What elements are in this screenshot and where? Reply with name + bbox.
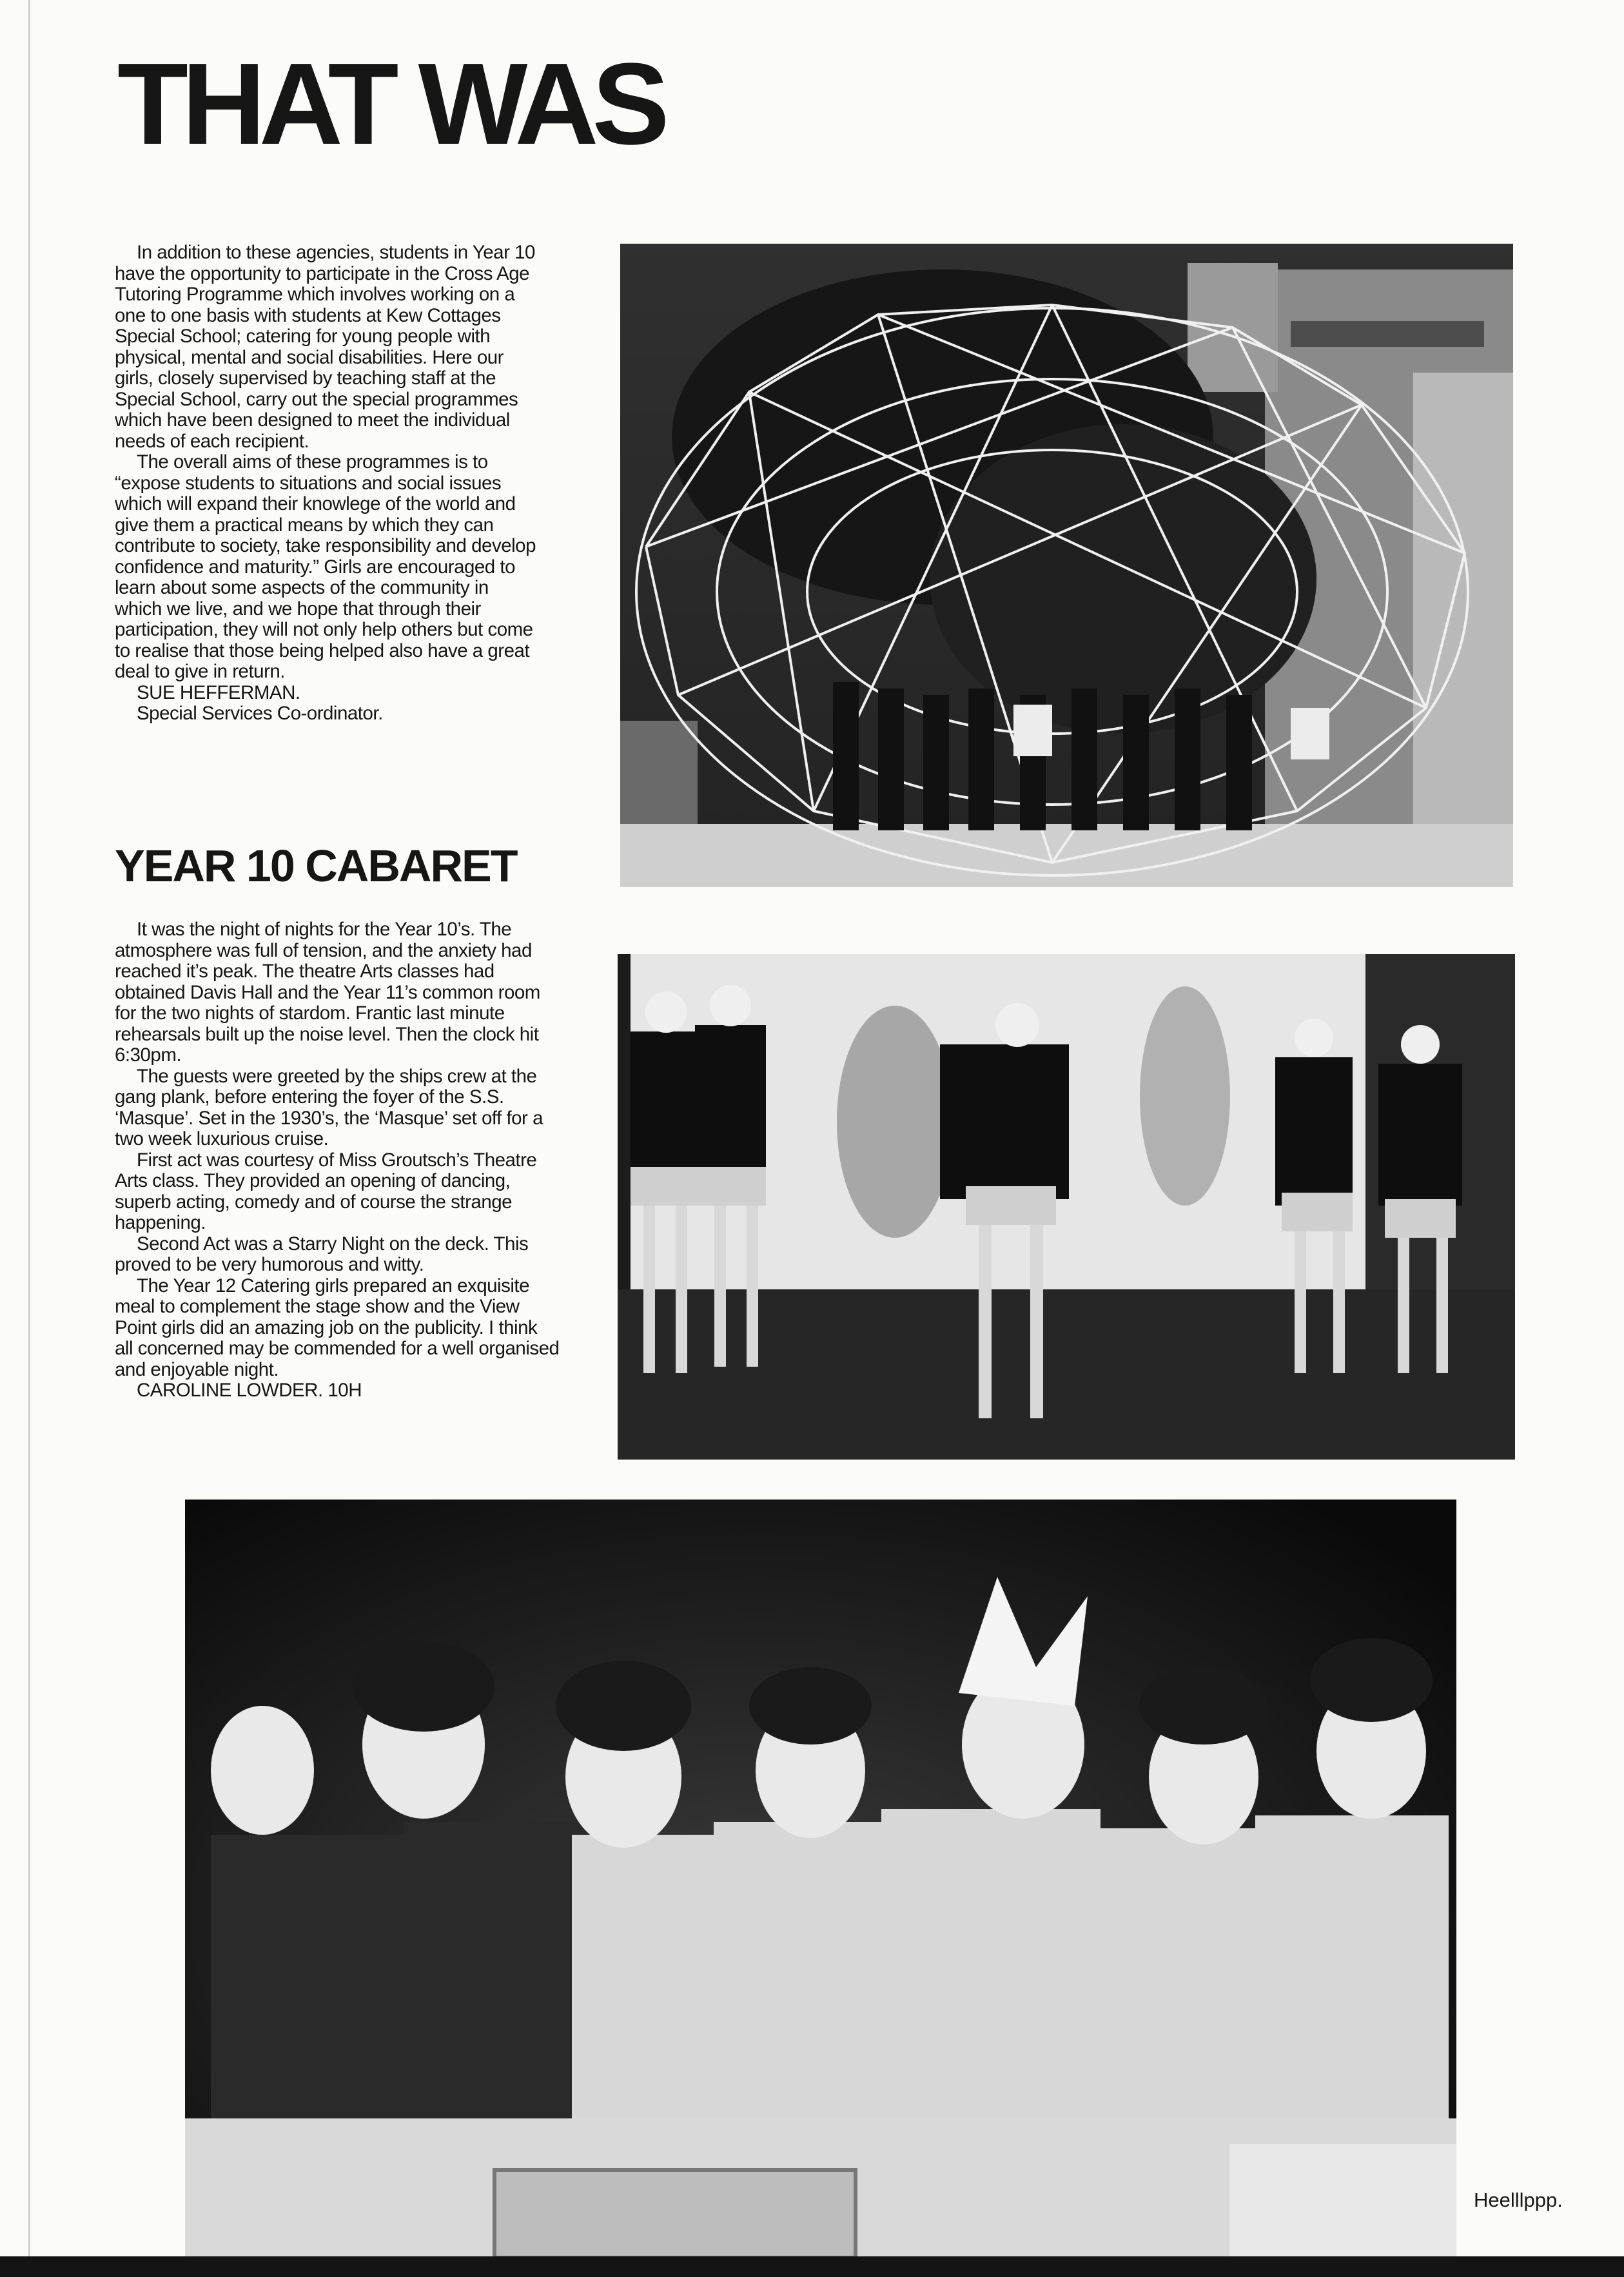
photo-geodesic-dome <box>620 244 1513 887</box>
article-author: CAROLINE LOWDER. 10H <box>137 1380 362 1401</box>
article-paragraph: Second Act was a Starry Night on the deck. This proved to be very humorous and witty. <box>115 1233 529 1275</box>
article-paragraph: The Year 12 Catering girls prepared an exquisite meal to complement the stage show and the View Point girls did an amazing job on the publicity. I think all concerned may be commended for a well organised and enjoyable night. <box>115 1275 560 1380</box>
photo-students-railing <box>185 1500 1456 2258</box>
article-paragraph: In addition to these agencies, students in Year 10 have the opportunity to participate in the Cross Age Tutoring Programme which involves working on a one to one basis with students at Kew Cottages Special School; catering for young people with physical, mental and social disabilities. Here our girls, closely supervised by teaching staff at the Special School, carry out the special programmes which have been designed to meet the individual needs of each recipient. <box>115 242 535 452</box>
article-paragraph: It was the night of nights for the Year 10’s. The atmosphere was full of tension, and the anxiety had reached it’s peak. The theatre Arts classes had obtained Davis Hall and the Year 11’s common room for the two nights of stardom. Frantic last minute rehearsals built up the noise level. Then the clock hit 6:30pm. <box>115 919 540 1066</box>
photo-cabaret-dancers <box>618 954 1515 1460</box>
page-margin-rule <box>28 0 30 2256</box>
photo-caption: Heelllppp. <box>1474 2189 1563 2211</box>
article-author-title: Special Services Co-ordinator. <box>137 703 383 724</box>
article-cabaret <box>115 919 560 1402</box>
article-paragraph: First act was courtesy of Miss Groutsch’s Theatre Arts class. They provided an opening of dancing, superb acting, comedy and of course the strange happening. <box>115 1149 537 1233</box>
section-heading: YEAR 10 CABARET <box>115 841 517 891</box>
article-special-services <box>115 242 540 725</box>
article-author: SUE HEFFERMAN. <box>137 681 300 703</box>
article-paragraph: The overall aims of these programmes is to “expose students to situations and social issues which will expand their knowlege of the world and give them a practical means by which they can contribute to society, take responsibility and develop confidence and maturity.” Girls are encouraged to learn about some aspects of the community in which we live, and we hope that through their participation, they will not only help others but come to realise that those being helped also have a great deal to give in return. <box>115 451 536 682</box>
page-bottom-border <box>0 2256 1624 2277</box>
article-paragraph: The guests were greeted by the ships crew at the gang plank, before entering the foyer of the S.S. ‘Masque’. Set in the 1930’s, the ‘Masque’ set off for a two week luxurious cruise. <box>115 1065 543 1149</box>
page-heading: THAT WAS <box>117 39 663 169</box>
